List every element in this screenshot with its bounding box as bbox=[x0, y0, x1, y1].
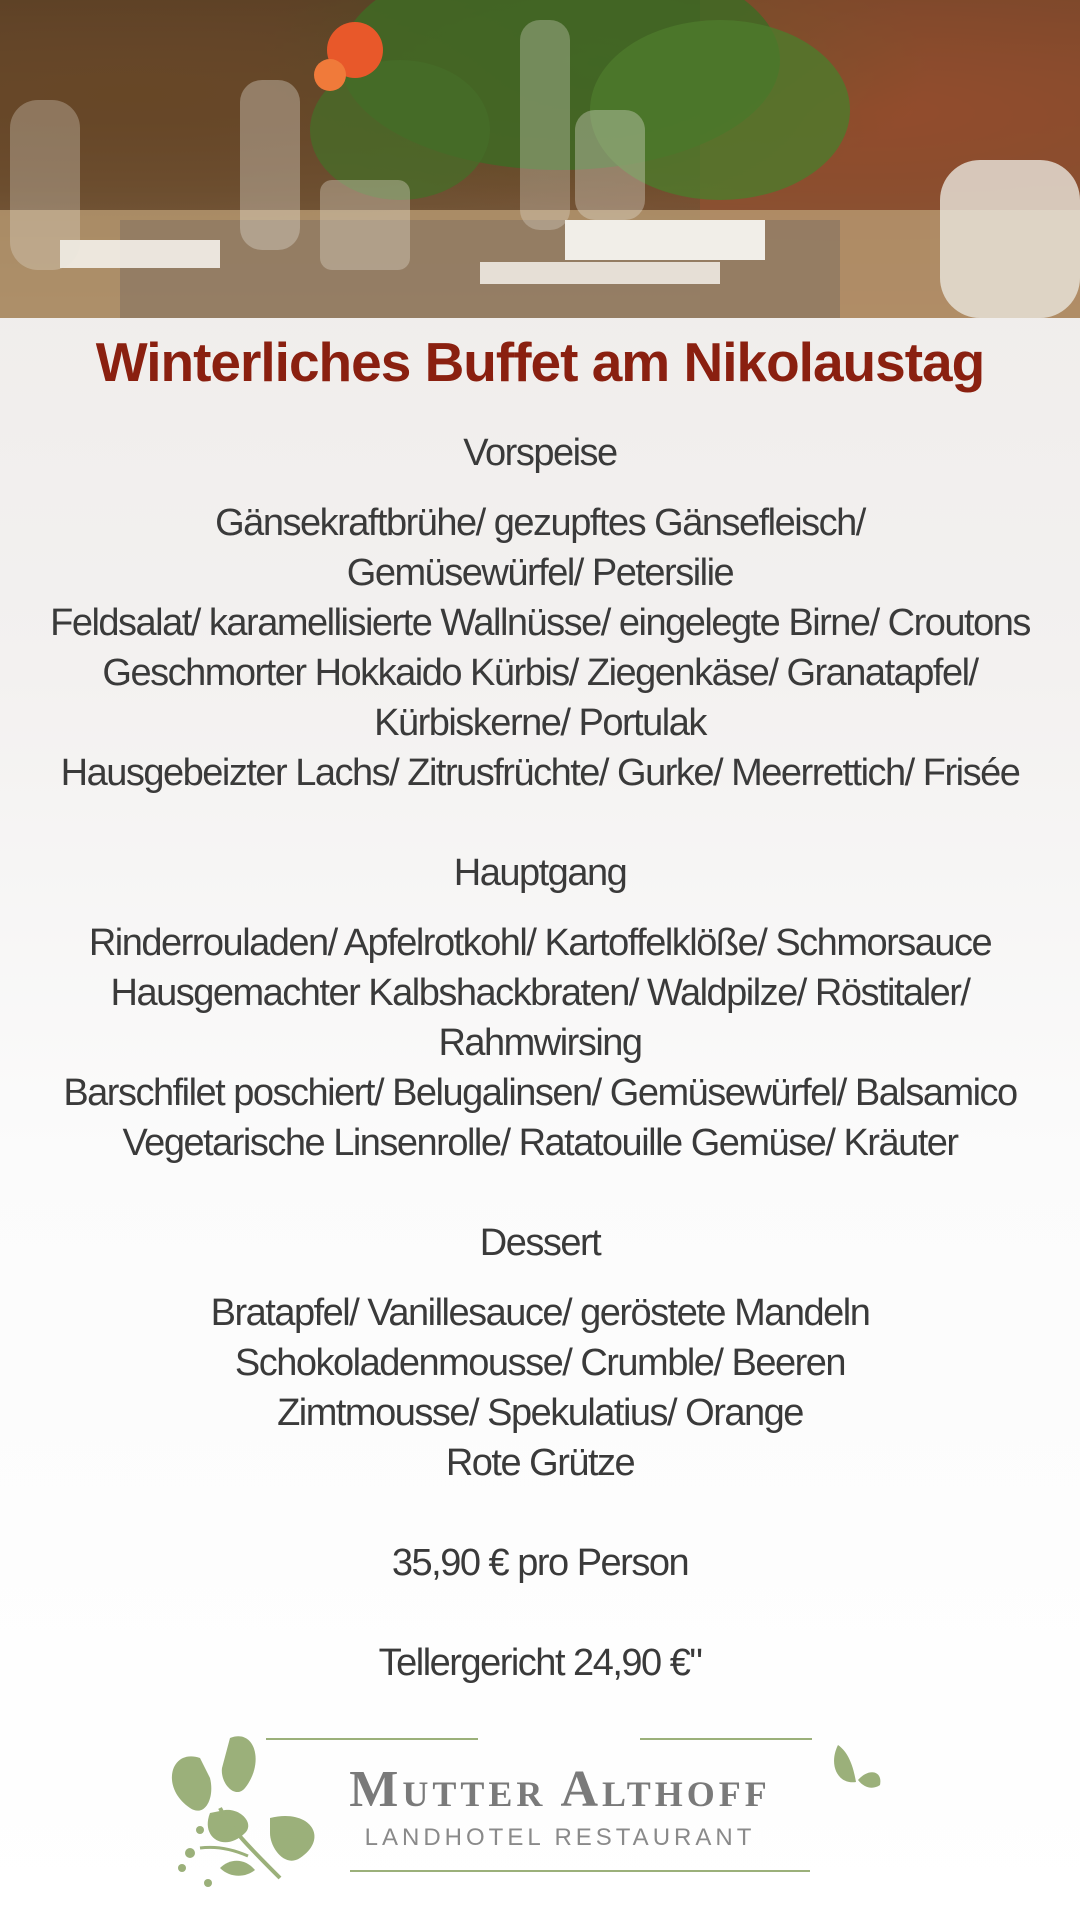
list-item: Hausgebeizter Lachs/ Zitrusfrüchte/ Gurke/ Meerrettich/ Frisée bbox=[60, 752, 1020, 794]
starter-heading: Vorspeise bbox=[463, 432, 617, 474]
list-item: Barschfilet poschiert/ Belugalinsen/ Gemüsewürfel/ Balsamico bbox=[63, 1072, 1017, 1114]
list-item: Feldsalat/ karamellisierte Wallnüsse/ eingelegte Birne/ Croutons bbox=[50, 602, 1030, 644]
brand-name: Mutter Althoff bbox=[349, 1761, 771, 1818]
list-item: Vegetarische Linsenrolle/ Ratatouille Gemüse/ Kräuter bbox=[122, 1122, 958, 1164]
list-item: Rahmwirsing bbox=[438, 1022, 642, 1064]
hero-photo bbox=[0, 0, 1080, 318]
list-item: Hausgemachter Kalbshackbraten/ Waldpilze/ Röstitaler/ bbox=[110, 972, 970, 1014]
list-item: Kürbiskerne/ Portulak bbox=[374, 702, 706, 744]
menu-title: Winterliches Buffet am Nikolaustag bbox=[95, 331, 985, 393]
list-item: Gemüsewürfel/ Petersilie bbox=[346, 552, 734, 594]
menu-content bbox=[30, 428, 1050, 1688]
starter-items bbox=[30, 498, 1050, 798]
list-item: Gänsekraftbrühe/ gezupftes Gänsefleisch/ bbox=[215, 502, 865, 544]
brand-logo bbox=[160, 1728, 890, 1898]
leaf-icon bbox=[828, 1740, 888, 1800]
list-item: Bratapfel/ Vanillesauce/ geröstete Mandeln bbox=[210, 1292, 870, 1334]
price-per-person: 35,90 € pro Person bbox=[391, 1542, 689, 1584]
dessert-heading: Dessert bbox=[479, 1222, 601, 1264]
list-item: Geschmorter Hokkaido Kürbis/ Ziegenkäse/ Granatapfel/ bbox=[102, 652, 978, 694]
main-heading: Hauptgang bbox=[453, 852, 627, 894]
list-item: Zimtmousse/ Spekulatius/ Orange bbox=[277, 1392, 803, 1434]
price-plate: Tellergericht 24,90 €" bbox=[378, 1642, 702, 1684]
main-items bbox=[30, 918, 1050, 1168]
brand-subtitle: LANDHOTEL RESTAURANT bbox=[364, 1824, 756, 1851]
list-item: Rote Grütze bbox=[445, 1442, 635, 1484]
list-item: Schokoladenmousse/ Crumble/ Beeren bbox=[234, 1342, 846, 1384]
list-item: Rinderrouladen/ Apfelrotkohl/ Kartoffelklöße/ Schmorsauce bbox=[88, 922, 992, 964]
dessert-items bbox=[30, 1288, 1050, 1488]
